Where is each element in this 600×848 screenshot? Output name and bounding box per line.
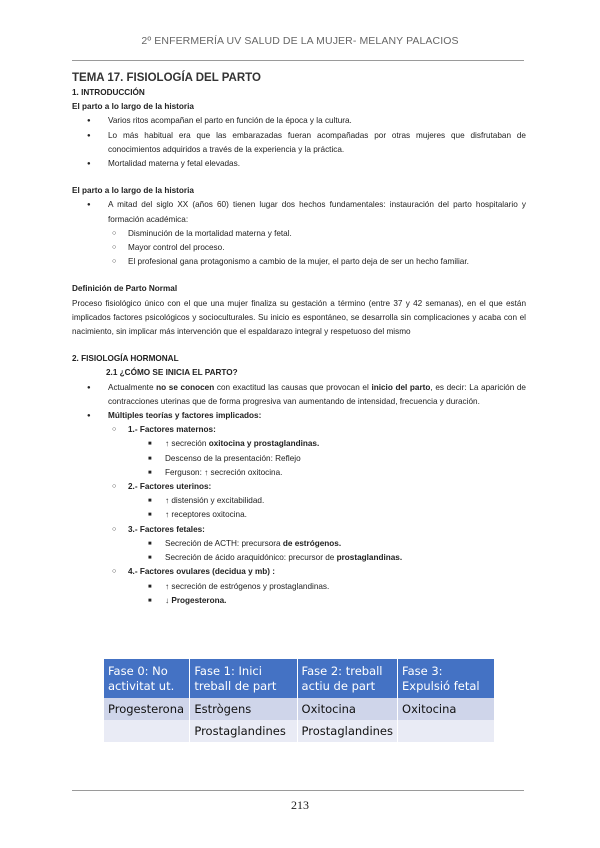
factor-items xyxy=(128,437,526,480)
text-run: ↓ xyxy=(165,595,172,605)
subsection-heading: 2.1 ¿CÓMO SE INICIA EL PARTO? xyxy=(106,368,238,378)
factor-uterinos xyxy=(92,480,526,523)
factor-label: 4.- Factores ovulares (decidua y mb) : xyxy=(128,567,275,577)
text-bold: Progesterona. xyxy=(171,595,227,605)
table-cell xyxy=(398,720,495,742)
text-bold: no se conocen xyxy=(156,382,215,392)
text-bold: de estrógenos. xyxy=(282,538,342,548)
text-bold: oxitocina y prostaglandinas. xyxy=(208,439,320,449)
list-item: ● Mortalidad materna y fetal elevadas. xyxy=(72,157,526,171)
text-run: Actualmente xyxy=(108,382,157,392)
text-run: ↑ secreción xyxy=(165,439,209,449)
table-header-cell: Fase 3: Expulsió fetal xyxy=(398,659,495,698)
list-item: ● Varios ritos acompañan el parto en función de la época y la cultura. xyxy=(72,114,526,128)
block-heading: El parto a lo largo de la historia xyxy=(72,186,194,196)
factor-item: ■ Descenso de la presentación: Reflejo xyxy=(128,452,526,466)
factor-list xyxy=(92,423,526,608)
factor-item xyxy=(128,537,526,551)
table-row xyxy=(104,720,495,742)
table-header-cell: Fase 0: No activitat ut. xyxy=(104,659,190,698)
header-divider xyxy=(72,60,524,61)
factor-label: 1.- Factores maternos: xyxy=(128,425,216,435)
factor-item xyxy=(128,594,526,608)
definition-heading: Definición de Parto Normal xyxy=(72,284,178,294)
block-heading: El parto a lo largo de la historia xyxy=(72,102,194,112)
table-row xyxy=(104,698,495,720)
section-heading-fisiologia: 2. FISIOLOGÍA HORMONAL xyxy=(72,354,179,364)
list-item: ● Lo más habitual era que las embarazadas fueran acompañadas por otras mujeres que disfrutaban de conocimientos adquiridos a través de la experiencia y la práctica. xyxy=(72,129,526,157)
factor-fetales xyxy=(92,523,526,566)
table-cell: Oxitocina xyxy=(398,698,495,720)
table-cell: Progesterona xyxy=(104,698,190,720)
text-run: , es decir: La aparición de contracciones uterinas que de forma progresiva van aumentando de intensidad, frecuencia y duración. xyxy=(108,382,526,406)
list-item xyxy=(72,198,526,269)
factor-items xyxy=(128,580,526,608)
text-run: Secreción de ácido araquidónico: precursor de xyxy=(165,553,337,563)
factor-item: ■ ↑ secreción de estrógenos y prostaglandinas. xyxy=(128,580,526,594)
sub-list-item: ○ Mayor control del proceso. xyxy=(92,241,526,255)
factor-item: ■ ↑ receptores oxitocina. xyxy=(128,508,526,522)
table-cell: Oxitocina xyxy=(297,698,397,720)
bullet-list xyxy=(72,114,526,171)
page-title: TEMA 17. FISIOLOGÍA DEL PARTO xyxy=(72,72,261,84)
text-bold: inicio del parto xyxy=(371,382,431,392)
factor-ovulares xyxy=(92,565,526,608)
table-header-row xyxy=(104,659,495,698)
list-item-text: A mitad del siglo XX (años 60) tienen lugar dos hechos fundamentales: instauración del parto hospitalario y formación académica: xyxy=(108,200,526,224)
text-bold: prostaglandinas. xyxy=(336,553,403,563)
list-item-text: Múltiples teorías y factores implicados: xyxy=(108,411,262,421)
table-cell xyxy=(104,720,190,742)
factor-item xyxy=(128,437,526,451)
footer-divider xyxy=(72,790,524,791)
table-cell: Prostaglandines xyxy=(297,720,397,742)
bullet-list xyxy=(72,381,526,608)
bullet-list xyxy=(72,198,526,269)
table-header-cell: Fase 1: Inici treball de part xyxy=(190,659,297,698)
sub-list-item: ○ El profesional gana protagonismo a cambio de la mujer, el parto deja de ser un hecho familiar. xyxy=(92,255,526,269)
sub-list xyxy=(92,227,526,270)
table-header-cell: Fase 2: treball actiu de part xyxy=(297,659,397,698)
factor-label: 3.- Factores fetales: xyxy=(128,524,205,534)
page-number: 213 xyxy=(291,798,309,812)
list-item xyxy=(72,381,526,409)
section-heading-introduccion: 1. INTRODUCCIÓN xyxy=(72,88,145,97)
sub-list-item: ○ Disminución de la mortalidad materna y fetal. xyxy=(92,227,526,241)
factor-items xyxy=(128,537,526,565)
table-cell: Estrògens xyxy=(190,698,297,720)
phases-table xyxy=(104,659,495,742)
definition-text: Proceso fisiológico único con el que una mujer finaliza su gestación a término (entre 37 y 42 semanas), en el que están implicados factores psicológicos y socioculturales. Su inicio es espontáneo, se desarrolla sin complicaciones y acaba con el nacimiento, sin implicar más intervención que el espaldarazo integral y respetuoso del mismo xyxy=(72,298,526,337)
factor-item: ■ Ferguson: ↑ secreción oxitocina. xyxy=(128,466,526,480)
factor-item xyxy=(128,551,526,565)
document-body xyxy=(72,70,526,608)
page-header: 2º ENFERMERÍA UV SALUD DE LA MUJER- MELANY PALACIOS xyxy=(141,35,459,47)
factor-item: ■ ↑ distensión y excitabilidad. xyxy=(128,494,526,508)
text-run: con exactitud las causas que provocan el xyxy=(214,382,372,392)
text-run: Secreción de ACTH: precursora xyxy=(165,538,283,548)
factor-items xyxy=(128,494,526,522)
list-item xyxy=(72,409,526,608)
factor-label: 2.- Factores uterinos: xyxy=(128,482,212,492)
table-cell: Prostaglandines xyxy=(190,720,297,742)
factor-maternos xyxy=(92,423,526,480)
